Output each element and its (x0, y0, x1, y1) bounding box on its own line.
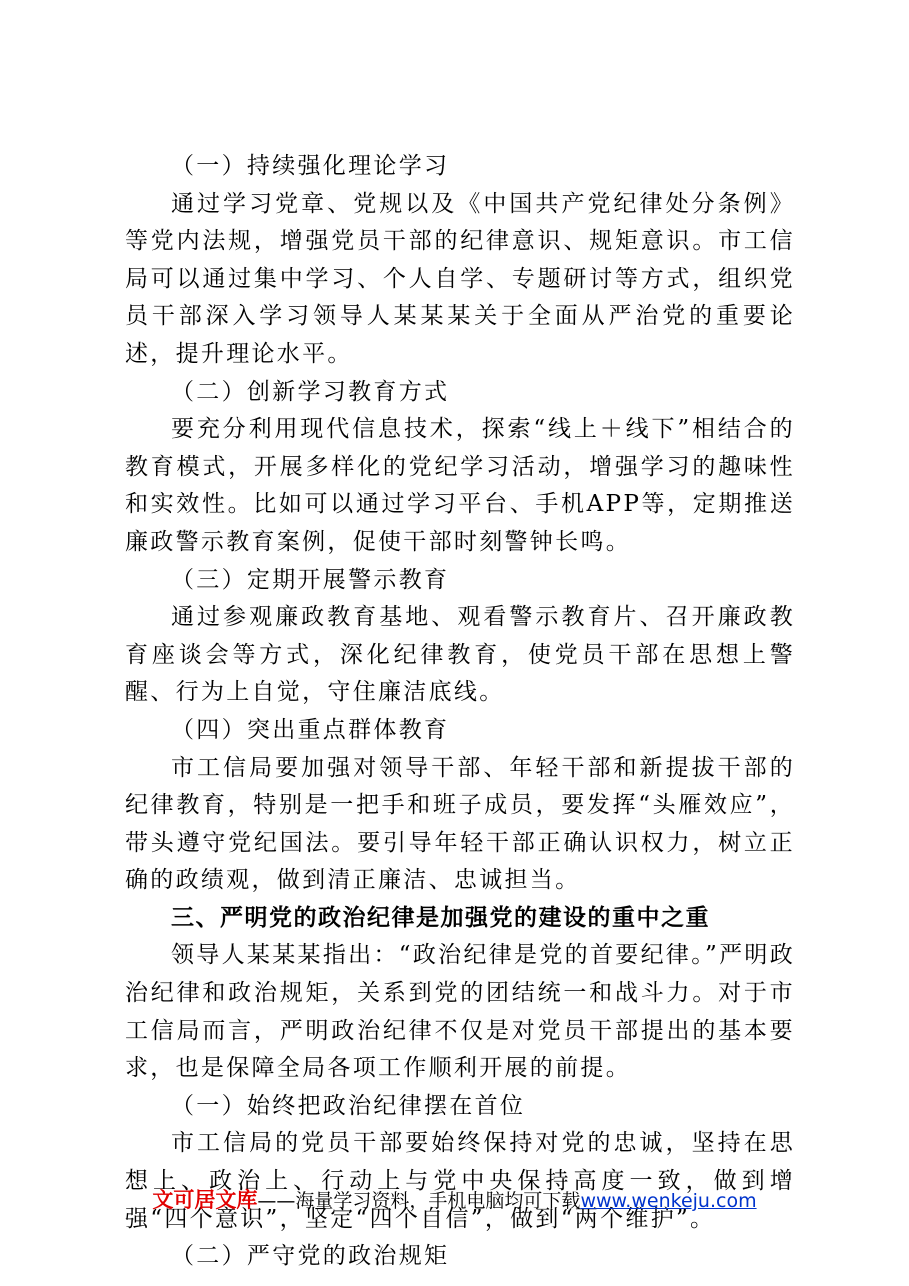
paragraph: 通过学习党章、党规以及《中国共产党纪律处分条例》等党内法规，增强党员干部的纪律意识、规矩意识。市工信局可以通过集中学习、个人自学、专题研讨等方式，组织党员干部深入学习领导人某某某关于全面从严治党的重要论述，提升理论水平。 (125, 190, 795, 367)
footer-brand: 文可居文库 (152, 1188, 258, 1212)
footer-link[interactable]: www.wenkeju.com (580, 1190, 757, 1212)
footer-dash: —— (257, 1190, 296, 1212)
paragraph: 领导人某某某指出：“政治纪律是党的首要纪律。”严明政治纪律和政治规矩，关系到党的团结统一和战斗力。对于市工信局而言，严明政治纪律不仅是对党员干部提出的基本要求，也是保障全局各项工作顺利开展的前提。 (125, 942, 795, 1082)
section-heading: （一）持续强化理论学习 (171, 153, 450, 179)
section-heading: （四）突出重点群体教育 (171, 716, 450, 743)
paragraph: 市工信局要加强对领导干部、年轻干部和新提拔干部的纪律教育，特别是一把手和班子成员，要发挥“头雁效应”，带头遵守党纪国法。要引导年轻干部正确认识权力，树立正确的政绩观，做到清正廉洁、忠诚担当。 (125, 754, 795, 894)
paragraph: 要充分利用现代信息技术，探索“线上＋线下”相结合的教育模式，开展多样化的党纪学习活动，增强学习的趣味性和实效性。比如可以通过学习平台、手机APP等，定期推送廉政警示教育案例，促使干部时刻警钟长鸣。 (125, 416, 795, 555)
section-heading: （二）严守党的政治规矩 (171, 1243, 450, 1270)
section-heading: （三）定期开展警示教育 (171, 566, 450, 593)
chapter-heading: 三、严明党的政治纪律是加强党的建设的重中之重 (171, 904, 710, 931)
section-heading: （二）创新学习教育方式 (171, 378, 450, 405)
section-heading: （一）始终把政治纪律摆在首位 (171, 1092, 526, 1119)
document-body (125, 148, 795, 1276)
paragraph: 通过参观廉政教育基地、观看警示教育片、召开廉政教育座谈会等方式，深化纪律教育，使党员干部在思想上警醒、行为上自觉，守住廉洁底线。 (125, 604, 795, 706)
footer-tagline: 海量学习资料，手机电脑均可下载 (295, 1190, 581, 1212)
footer-banner (0, 1184, 909, 1214)
paragraph: 市工信局的党员干部要始终保持对党的忠诚，坚持在思想上、政治上、行动上与党中央保持高度一致，做到增强“四个意识”，坚定“四个自信”，做到“两个维护”。 (125, 1130, 795, 1232)
